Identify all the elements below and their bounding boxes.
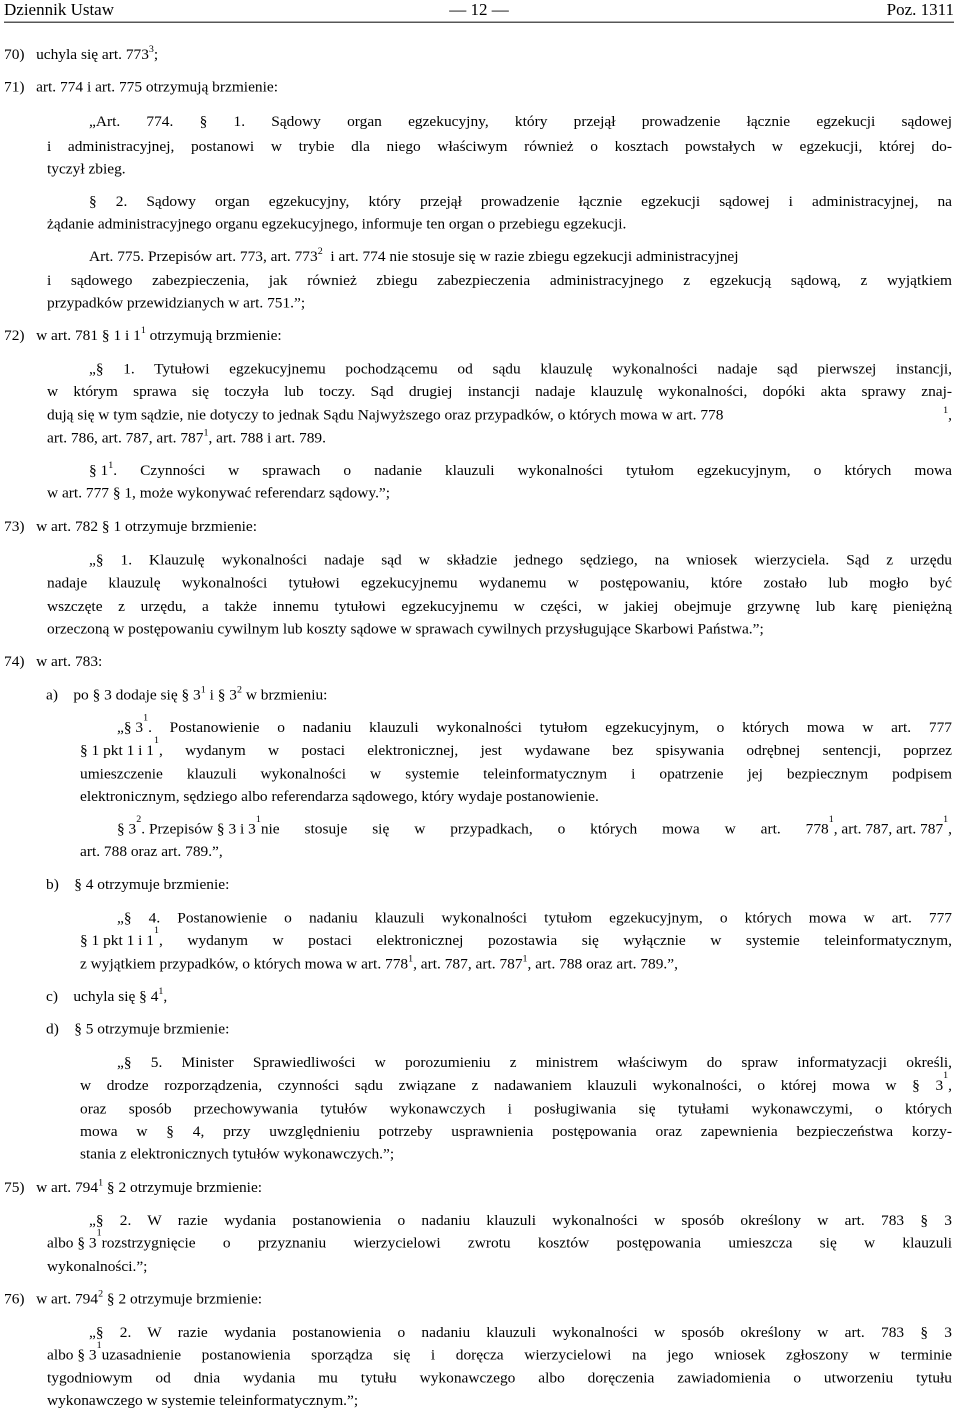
text-line: nadaje klauzulę wykonalności tytułowi egzekucyjnemu wydanemu w postępowaniu, które zostało lub mogło być (47, 574, 952, 592)
text-line: wszczęte z urzędu, a także innemu tytułowi egzekucyjnemu w części, w jakiej obejmuje grzywnę lub karę pieniężną (47, 598, 952, 615)
subitem-b: b) § 4 otrzymuje brzmienie: (46, 875, 230, 893)
subitem-d: d) § 5 otrzymuje brzmienie: (46, 1020, 230, 1038)
text-line: w drodze rozporządzenia, czynności sądu związane z nadawaniem klauzuli wykonalności, o której mowa w § 3 $^1$ , (80, 1070, 952, 1094)
text-line: art. 788 oraz art. 789.”, (80, 843, 223, 861)
text-line: albo § 3 $^1$ rozstrzygnięcie o przyznaniu wierzycielowi zwrotu kosztów postępowania umieszcza się w klauzuli (47, 1227, 952, 1252)
text-line: w którym sprawa się toczyła lub toczy. Sąd drugiej instancji nadaje klauzulę wykonalności, dopóki akta sprawy znaj- (47, 383, 952, 401)
page-header (4, 0, 954, 23)
text-line: żądanie administracyjnego organu egzekucyjnego, informuje ten organ o przebiegu egzekucji. (47, 215, 627, 233)
item-74: 74) w art. 783: (4, 653, 103, 671)
text-line: § 2. Sądowy organ egzekucyjny, który przejął prowadzenie łącznie egzekucji sądowej i administracyjnej, na (89, 193, 952, 210)
text-line: tyczył zbieg. (47, 160, 126, 178)
text-line: umieszczenie klauzuli wykonalności w systemie teleinformatycznym i opatrzenie jej bezpiecznym podpisem (80, 765, 952, 783)
text-line: „§ 5. Minister Sprawiedliwości w porozumieniu z ministrem właściwym do spraw informatyzacji określi, (117, 1054, 952, 1072)
text-line: wykonalności.”; (47, 1258, 148, 1276)
item-73: 73) w art. 782 § 1 otrzymuje brzmienie: (4, 518, 258, 536)
item-70: 70) uchyla się art. $773^3$; (4, 44, 159, 64)
text-line: Art. 775. Przepisów art. 773, art. $773^2$ i art. 774 nie stosuje się w razie zbiegu egzekucji administracyjnej (89, 246, 739, 266)
text-line: i sądowego zabezpieczenia, jak również zbiegu zabezpieczenia administracyjnego z egzekucją sądową, z wyjątkiem (47, 271, 952, 289)
text-line: stania z elektronicznych tytułów wykonawczych.”; (80, 1145, 395, 1163)
text-line: i administracyjnej, postanowi w trybie dla niego właściwym również o kosztach powstałych w egzekucji, której do- (47, 137, 952, 155)
text-line: elektronicznym, sędziego albo referendarza sądowego, który wydaje postanowienie. (80, 788, 599, 806)
item-72: 72) w art. 781 § 1 i $1^1$ otrzymują brzmienie: (4, 325, 282, 344)
text-line: § 1 pkt 1 i 1 $^1$ , wydanym w postaci elektronicznej, jest wydawane bez spisywania odrębnej sentencji, poprzez (80, 735, 952, 759)
text-line: „§ 1. Klauzulę wykonalności nadaje sąd w składzie jednego sędziego, na wniosek wierzyciela. Sąd z urzędu (89, 551, 952, 569)
text-line: mowa w § 4, przy uwzględnieniu potrzeby usprawnienia postępowania oraz zapewnienia bezpieczeństwa korzy- (80, 1123, 952, 1141)
text-line: „§ 4. Postanowienie o nadaniu klauzuli wykonalności tytułom egzekucyjnym, o których mowa w art. 777 (117, 909, 952, 927)
page-number: — 12 — (449, 0, 509, 19)
text-line: w art. 777 § 1, może wykonywać referendarz sądowy.”; (47, 484, 391, 502)
subitem-a: a) po § 3 dodaje się § $3^1$ i § $3^2$ w brzmieniu: (46, 684, 328, 704)
item-75: 75) w art. $794^1$ § 2 otrzymuje brzmienie: (4, 1177, 263, 1197)
subitem-c: c) uchyla się § $4^1$, (46, 986, 168, 1006)
text-line: oraz sposób przechowywania tytułów wykonawczych i posługiwania się tytułami wykonawczymi, o których (80, 1100, 952, 1118)
text-line: dują się w tym sądzie, nie dotyczy to jednak Sądu Najwyższego oraz przypadków, o których mowa w art. 778 $^1$, (47, 404, 952, 424)
position-number: Poz. 1311 (886, 0, 954, 19)
text-line: wykonawczego w systemie teleinformatycznym.”; (47, 1392, 359, 1410)
item-71: 71) art. 774 i art. 775 otrzymują brzmienie: (4, 78, 278, 96)
text-line: „§ 1. Tytułowi egzekucyjnemu pochodzącemu od sądu klauzulę wykonalności nadaje sąd pierwszej instancji, (89, 360, 952, 378)
text-line: „§ 3 $^1$ . Postanowienie o nadaniu klauzuli wykonalności tytułom egzekucyjnym, o których mowa w art. 777 (117, 712, 952, 737)
text-line: albo § 3 $^1$ uzasadnienie postanowienia sporządza się i doręcza wierzycielowi na jego wniosek zgłoszony w terminie (47, 1340, 952, 1364)
text-line: art. 786, art. 787, art. $787^1$, art. 788 i art. 789. (47, 427, 326, 447)
text-line: „§ 2. W razie wydania postanowienia o nadaniu klauzuli wykonalności w sposób określony w art. 783 § 3 (89, 1211, 952, 1229)
text-line: § $1^1$ . Czynności w sprawach o nadanie klauzuli wykonalności tytułom egzekucyjnym, o których mowa (89, 460, 952, 479)
item-76: 76) w art. $794^2$ § 2 otrzymuje brzmienie: (4, 1288, 263, 1308)
text-line: „§ 2. W razie wydania postanowienia o nadaniu klauzuli wykonalności w sposób określony w art. 783 § 3 (89, 1324, 952, 1342)
journal-title: Dziennik Ustaw (4, 0, 115, 19)
text-line: z wyjątkiem przypadków, o których mowa w art. $778^1$, art. 787, art. $787^1$, art. 788 oraz art. 789.”, (80, 953, 678, 973)
text-line: przypadków przewidzianych w art. 751.”; (47, 294, 306, 312)
text-line: „Art. 774. § 1. Sądowy organ egzekucyjny, który przejął prowadzenie łącznie egzekucji sądowej (89, 113, 952, 131)
text-line: orzeczoną w postępowaniu cywilnym lub koszty sądowe w sprawach cywilnych przysługujące Skarbowi Państwa.”; (47, 620, 764, 638)
text-line: § 1 pkt 1 i 1 $^1$ , wydanym w postaci elektronicznej pozostawia się wyłącznie w systemie teleinformatycznym, (80, 925, 952, 949)
text-line: § 3 $^2$ . Przepisów § 3 i 3 $^1$ nie stosuje się w przypadkach, o których mowa w art. 778 $^1$ , art. 787, art. 787 $^1$ , (117, 813, 952, 838)
text-line: tygodniowym od dnia wydania mu tytułu wykonawczego albo doręczenia zawiadomienia o utworzeniu tytułu (47, 1369, 952, 1387)
